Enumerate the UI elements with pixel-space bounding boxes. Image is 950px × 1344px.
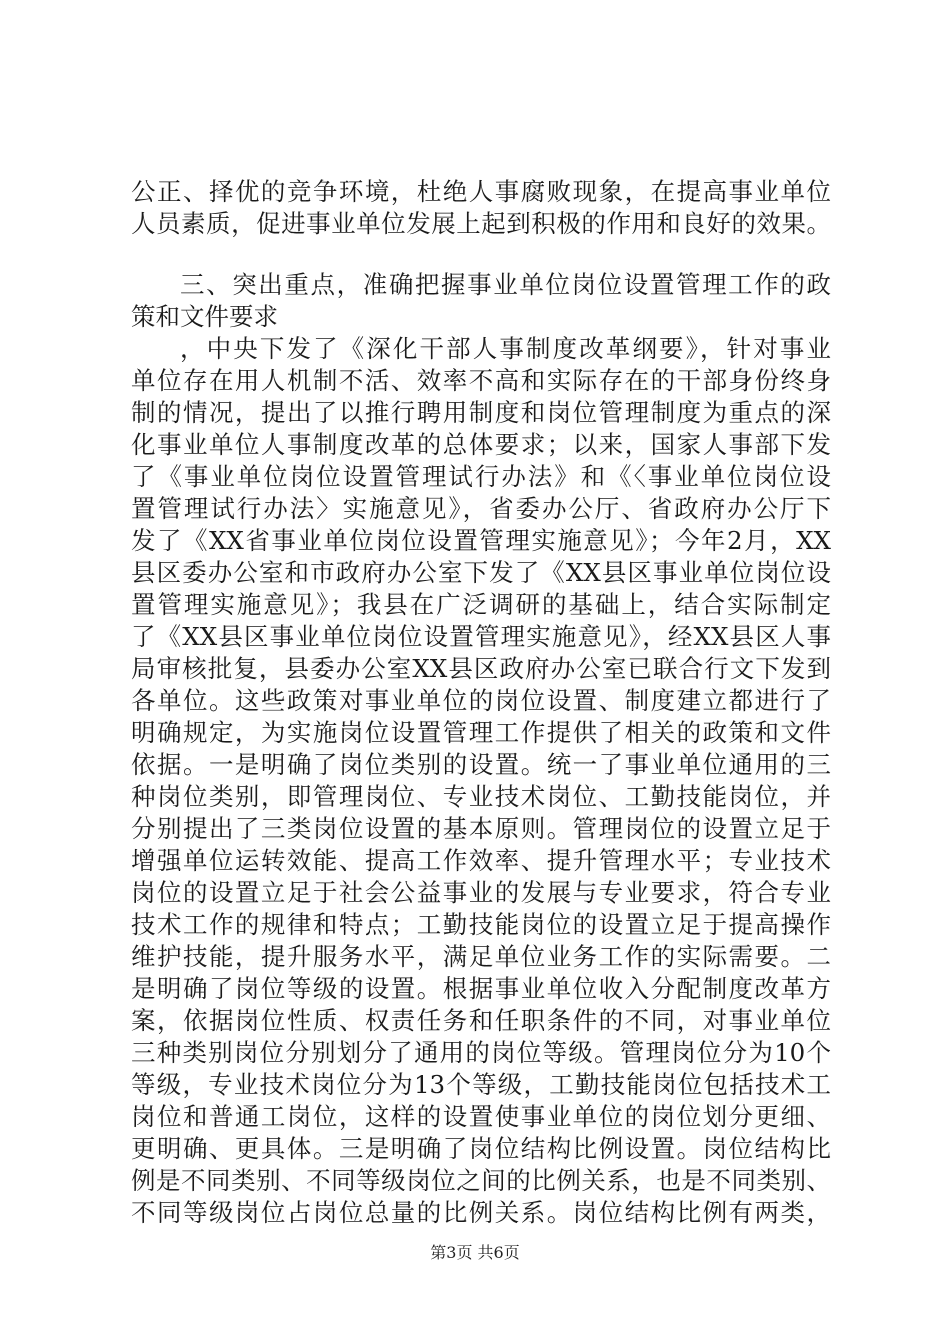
text-line: 了《XX县区事业单位岗位设置管理实施意见》，经XX县区人事 <box>131 622 831 651</box>
text-line: 局审核批复，县委办公室XX县区政府办公室已联合行文下发到 <box>131 654 831 683</box>
text-line: 三种类别岗位分别划分了通用的岗位等级。管理岗位分为10个 <box>131 1038 831 1067</box>
text-line: 岗位的设置立足于社会公益事业的发展与专业要求，符合专业 <box>131 878 831 907</box>
text-line: 了《事业单位岗位设置管理试行办法》和《〈事业单位岗位设 <box>131 462 831 491</box>
text-line: 公正、择优的竞争环境，杜绝人事腐败现象，在提高事业单位 <box>131 177 831 206</box>
section-heading-line: 三、突出重点，准确把握事业单位岗位设置管理工作的政 <box>180 270 831 299</box>
text-line: 维护技能，提升服务水平，满足单位业务工作的实际需要。二 <box>131 942 831 971</box>
text-line: 制的情况，提出了以推行聘用制度和岗位管理制度为重点的深 <box>131 398 831 427</box>
text-line: 置管理试行办法〉实施意见》，省委办公厅、省政府办公厅下 <box>131 494 831 523</box>
text-line: 例是不同类别、不同等级岗位之间的比例关系，也是不同类别、 <box>131 1166 831 1195</box>
text-line: 增强单位运转效能、提高工作效率、提升管理水平；专业技术 <box>131 846 831 875</box>
text-line: 技术工作的规律和特点；工勤技能岗位的设置立足于提高操作 <box>131 910 831 939</box>
text-line: 置管理实施意见》；我县在广泛调研的基础上，结合实际制定 <box>131 590 831 619</box>
text-line: ，中央下发了《深化干部人事制度改革纲要》，针对事业 <box>180 334 831 363</box>
text-line: 单位存在用人机制不活、效率不高和实际存在的干部身份终身 <box>131 366 831 395</box>
text-line: 人员素质，促进事业单位发展上起到积极的作用和良好的效果。 <box>131 209 831 238</box>
text-line: 是明确了岗位等级的设置。根据事业单位收入分配制度改革方 <box>131 974 831 1003</box>
text-line: 不同等级岗位占岗位总量的比例关系。岗位结构比例有两类， <box>131 1198 831 1227</box>
page-number-footer: 第3页 共6页 <box>430 1243 520 1262</box>
text-line: 各单位。这些政策对事业单位的岗位设置、制度建立都进行了 <box>131 686 831 715</box>
text-line: 分别提出了三类岗位设置的基本原则。管理岗位的设置立足于 <box>131 814 831 843</box>
text-line: 等级，专业技术岗位分为13个等级，工勤技能岗位包括技术工 <box>131 1070 831 1099</box>
text-line: 更明确、更具体。三是明确了岗位结构比例设置。岗位结构比 <box>131 1134 831 1163</box>
section-heading-line: 策和文件要求 <box>131 302 278 331</box>
text-line: 化事业单位人事制度改革的总体要求；以来，国家人事部下发 <box>131 430 831 459</box>
text-line: 县区委办公室和市政府办公室下发了《XX县区事业单位岗位设 <box>131 558 831 587</box>
text-line: 明确规定，为实施岗位设置管理工作提供了相关的政策和文件 <box>131 718 831 747</box>
text-line: 发了《XX省事业单位岗位设置管理实施意见》；今年2月，XX <box>131 526 831 555</box>
text-line: 案，依据岗位性质、权责任务和任职条件的不同，对事业单位 <box>131 1006 831 1035</box>
text-line: 种岗位类别，即管理岗位、专业技术岗位、工勤技能岗位，并 <box>131 782 831 811</box>
text-line: 岗位和普通工岗位，这样的设置使事业单位的岗位划分更细、 <box>131 1102 831 1131</box>
text-line: 依据。一是明确了岗位类别的设置。统一了事业单位通用的三 <box>131 750 831 779</box>
